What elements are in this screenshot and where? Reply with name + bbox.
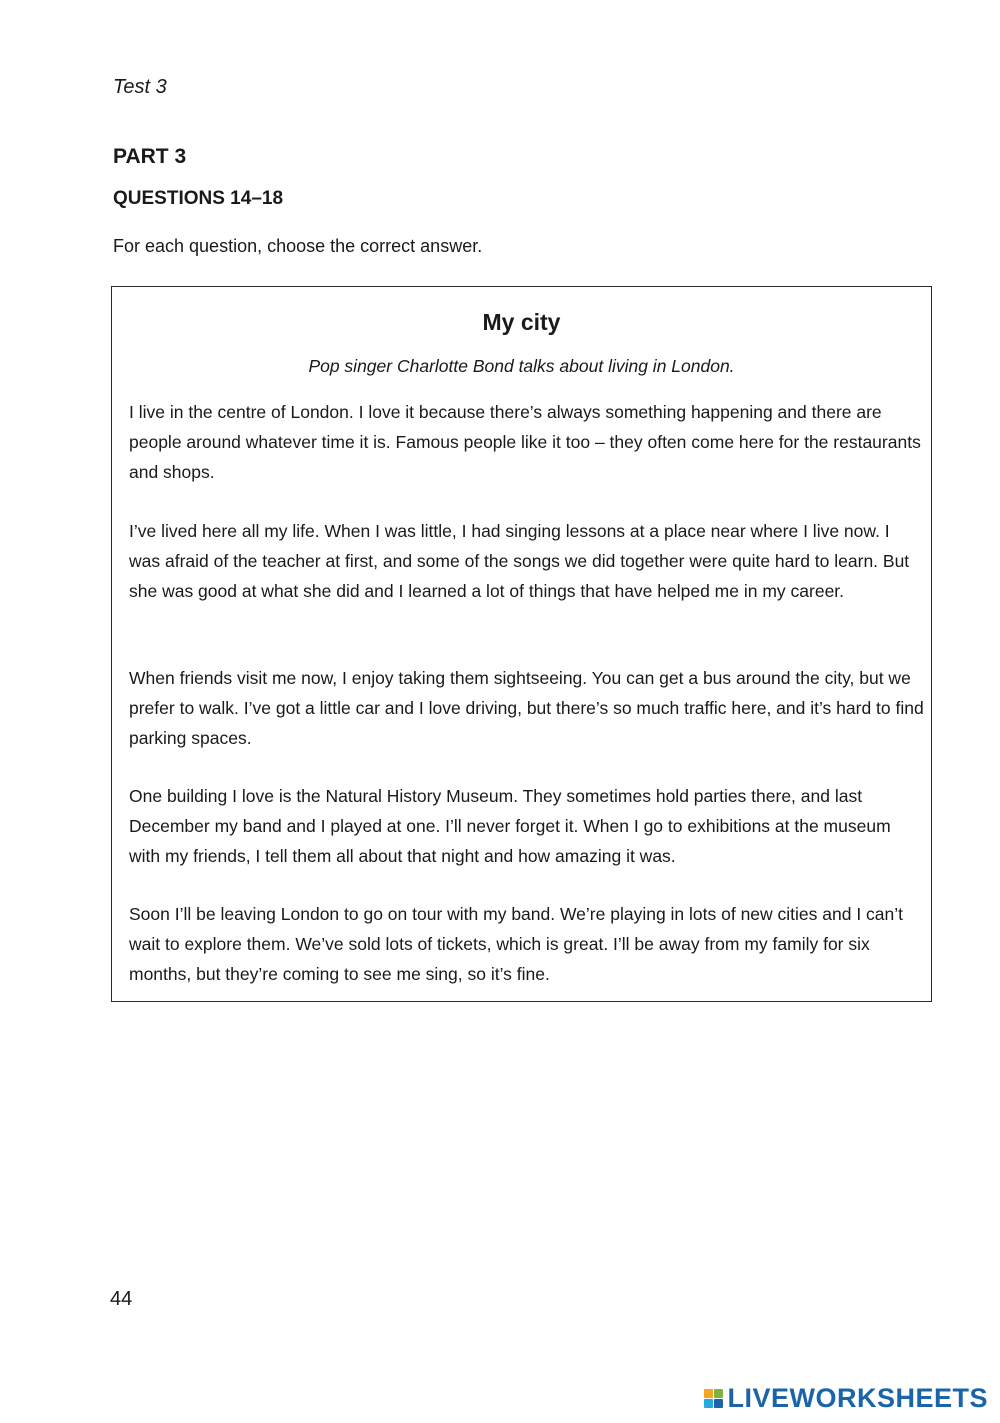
article-paragraph-5: Soon I’ll be leaving London to go on tour with my band. We’re playing in lots of new cities and I can’t wait to explore them. We’ve sold lots of tickets, which is great. I’ll be away from my family for six months, but they’re coming to see me sing, so it’s fine.: [129, 904, 904, 984]
article-title: My city: [482, 309, 561, 335]
page-number: 44: [110, 1288, 133, 1310]
questions-title: QUESTIONS 14–18: [113, 188, 284, 209]
article-paragraph-2: I’ve lived here all my life. When I was little, I had singing lessons at a place near where I live now. I was afraid of the teacher at first, and some of the songs we did together were quite hard to learn. But she was good at what she did and I learned a lot of things that have helped me in my career.: [129, 521, 910, 601]
watermark-text: LIVEWORKSHEETS: [727, 1383, 988, 1413]
liveworksheets-watermark: [704, 1383, 988, 1414]
logo-square-1: [704, 1389, 713, 1398]
article-subtitle: Pop singer Charlotte Bond talks about living in London.: [308, 356, 735, 376]
reading-text-box: [111, 286, 932, 1002]
article-paragraph-3: When friends visit me now, I enjoy taking them sightseeing. You can get a bus around the city, but we prefer to walk. I’ve got a little car and I love driving, but there’s so much traffic here, and it’s hard to find parking spaces.: [129, 668, 924, 748]
test-label: Test 3: [113, 76, 167, 98]
article-paragraph-4: One building I love is the Natural History Museum. They sometimes hold parties there, and last December my band and I played at one. I’ll never forget it. When I go to exhibitions at the museum with my friends, I tell them all about that night and how amazing it was.: [129, 786, 891, 866]
instruction-text: For each question, choose the correct answer.: [113, 236, 483, 256]
logo-square-2: [714, 1389, 723, 1398]
logo-square-3: [704, 1399, 713, 1408]
article-paragraph-1: I live in the centre of London. I love it because there’s always something happening and there are people around whatever time it is. Famous people like it too – they often come here for the restaurants and shops.: [129, 402, 921, 482]
liveworksheets-logo-icon: [704, 1389, 723, 1408]
logo-square-4: [714, 1399, 723, 1408]
part-title: PART 3: [113, 145, 187, 168]
